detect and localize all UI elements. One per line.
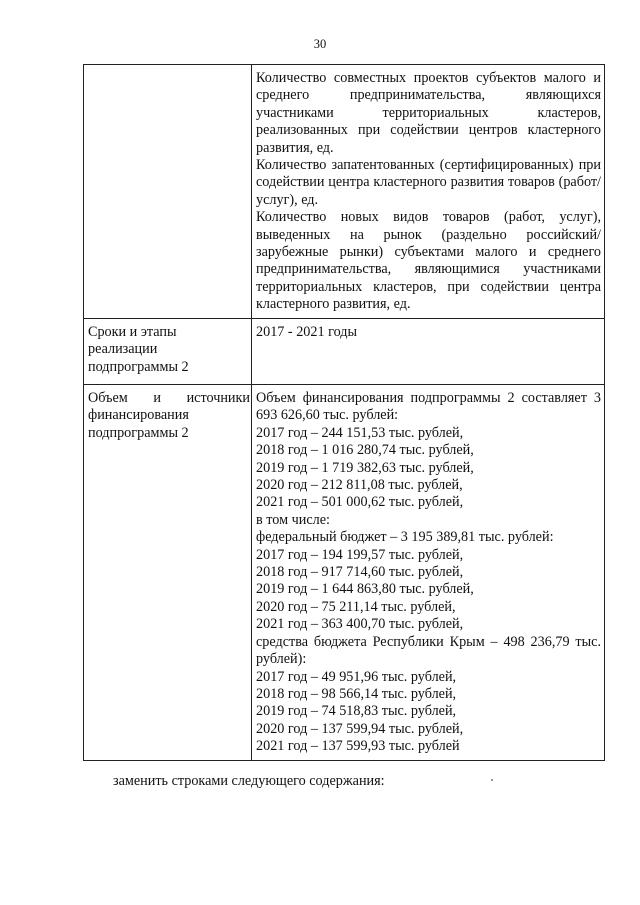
program-passport-table xyxy=(83,64,605,761)
terms-label xyxy=(84,319,252,385)
financing-label-text: Объем и источники финансирования подпрограммы 2 xyxy=(88,390,250,441)
table-row-terms xyxy=(84,319,605,385)
financing-year-line: 2017 год – 244 151,53 тыс. рублей, xyxy=(256,424,464,441)
scan-speck xyxy=(491,779,493,781)
crimea-budget-title: средства бюджета Республики Крым – 498 236,79 тыс. рублей): xyxy=(256,633,601,668)
federal-budget-title: федеральный бюджет – 3 195 389,81 тыс. рублей: xyxy=(256,529,554,546)
page-number: 30 xyxy=(313,37,327,51)
financing-label xyxy=(84,385,252,761)
table-cell-indicators xyxy=(252,65,605,319)
federal-year-line: 2018 год – 917 714,60 тыс. рублей, xyxy=(256,564,464,581)
financing-details xyxy=(252,385,605,761)
replacement-instruction: заменить строками следующего содержания: xyxy=(113,773,385,789)
crimea-year-line: 2021 год – 137 599,93 тыс. рублей xyxy=(256,738,460,755)
federal-year-line: 2019 год – 1 644 863,80 тыс. рублей, xyxy=(256,581,474,598)
indicator-paragraph: Количество новых видов товаров (работ, услуг), выведенных на рынок (раздельно российский/зарубежные рынки) субъектами малого и среднего предпринимательства, являющимися участниками территориальных кластеров, при содействии центра кластерного развития, ед. xyxy=(256,209,601,313)
crimea-year-line: 2018 год – 98 566,14 тыс. рублей, xyxy=(256,685,457,702)
federal-year-line: 2020 год – 75 211,14 тыс. рублей, xyxy=(256,598,456,615)
federal-year-line: 2021 год – 363 400,70 тыс. рублей, xyxy=(256,616,464,633)
financing-intro: Объем финансирования подпрограммы 2 составляет 3 693 626,60 тыс. рублей: xyxy=(256,390,601,424)
terms-value: 2017 - 2021 годы xyxy=(252,319,605,385)
federal-year-line: 2017 год – 194 199,57 тыс. рублей, xyxy=(256,546,464,563)
table-row-indicators-continuation xyxy=(84,65,605,319)
financing-year-line: 2018 год – 1 016 280,74 тыс. рублей, xyxy=(256,442,474,459)
indicator-paragraph: Количество запатентованных (сертифицированных) при содействии центра кластерного развития товаров (работ/услуг), ед. xyxy=(256,157,601,208)
crimea-year-line: 2019 год – 74 518,83 тыс. рублей, xyxy=(256,703,457,720)
crimea-year-line: 2017 год – 49 951,96 тыс. рублей, xyxy=(256,668,457,685)
table-row-financing xyxy=(84,385,605,761)
table-cell-empty xyxy=(84,65,252,319)
financing-year-line: 2019 год – 1 719 382,63 тыс. рублей, xyxy=(256,459,474,476)
financing-year-line: 2021 год – 501 000,62 тыс. рублей, xyxy=(256,494,464,511)
terms-label-text: Сроки и этапы реализации подпрограммы 2 xyxy=(88,324,189,375)
indicator-paragraph: Количество совместных проектов субъектов малого и среднего предпринимательства, являющихся участниками территориальных кластеров, реализованных при содействии центров кластерного развития, ед. xyxy=(256,70,601,156)
crimea-year-line: 2020 год – 137 599,94 тыс. рублей, xyxy=(256,720,464,737)
financing-including: в том числе: xyxy=(256,511,330,528)
financing-year-line: 2020 год – 212 811,08 тыс. рублей, xyxy=(256,477,463,494)
